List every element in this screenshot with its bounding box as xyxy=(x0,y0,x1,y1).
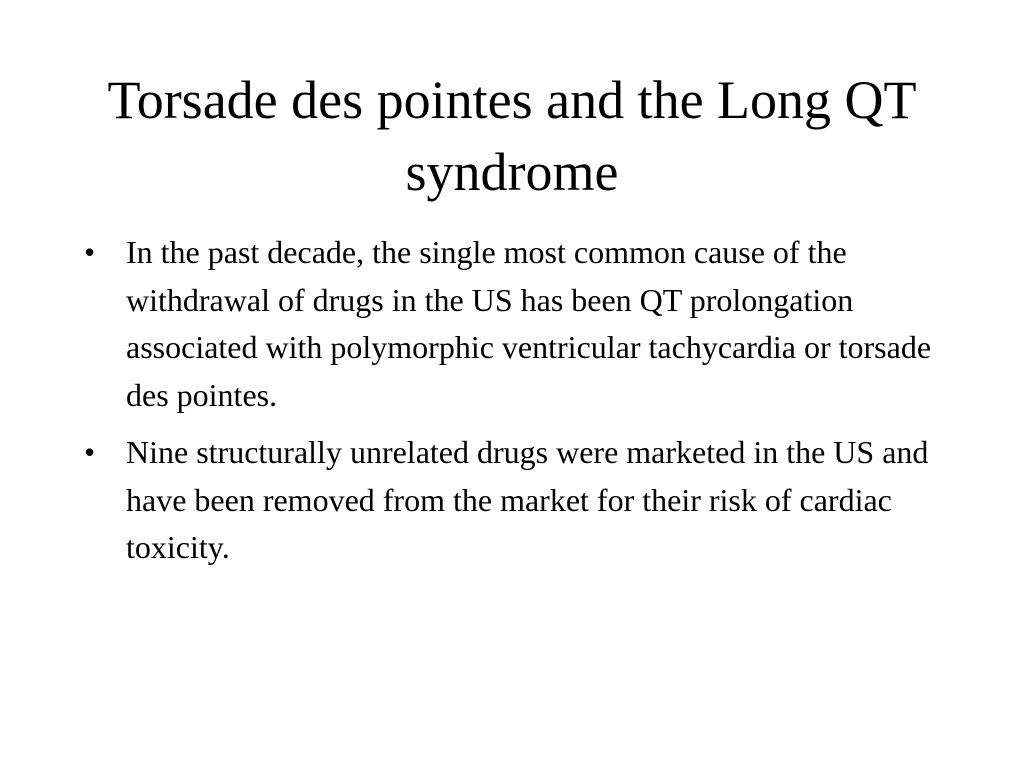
bullet-dot-icon: • xyxy=(84,434,96,470)
bullet-dot-icon: • xyxy=(84,234,96,270)
bullet-text: In the past decade, the single most common cause of the withdrawal of drugs in the US has been QT prolongation associated with polymorphic ventricular tachycardia or torsade des pointes. xyxy=(126,234,932,413)
bullet-list xyxy=(84,229,944,582)
bullet-text: Nine structurally unrelated drugs were marketed in the US and have been removed from the market for their risk of cardiac toxicity. xyxy=(126,434,929,565)
bullet-item xyxy=(84,429,944,572)
bullet-item xyxy=(84,229,944,419)
slide-title: Torsade des pointes and the Long QT syndrome xyxy=(107,70,917,202)
